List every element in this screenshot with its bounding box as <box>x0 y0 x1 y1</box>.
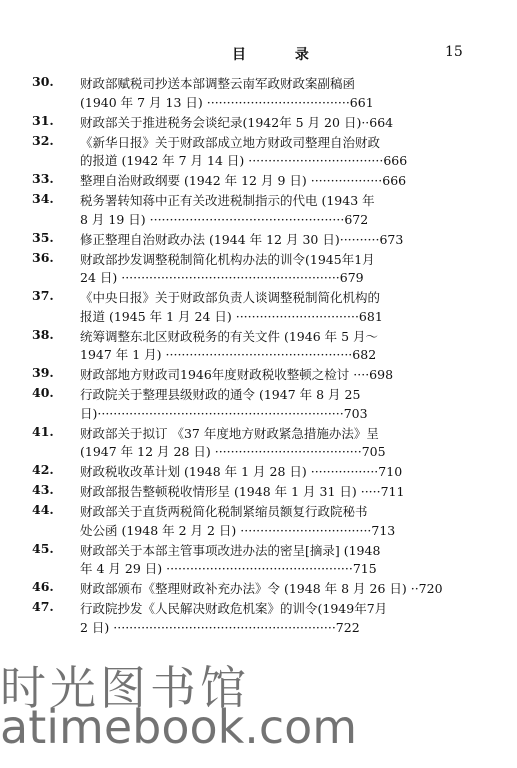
toc-entry-line: 年 4 月 29 日) ···············································715 <box>80 561 377 576</box>
toc-entry-line: 统筹调整东北区财政税务的有关文件 (1946 年 5 月～ <box>80 328 379 344</box>
toc-entry-number: 39. <box>32 365 54 380</box>
toc-entry-number: 38. <box>32 326 54 342</box>
toc-entry-number: 45. <box>32 540 54 556</box>
toc-entry-line: 行政院抄发《人民解决财政危机案》的训令(1949年7月 <box>80 601 388 616</box>
toc-entry-number: 31. <box>32 112 54 128</box>
toc-entry-line: 财政部关于本部主管事项改进办法的密呈[摘录] (1948 <box>80 542 381 558</box>
toc-entry-number: 37. <box>32 288 54 303</box>
toc-entry-line: 行政院关于整理县级财政的通令 (1947 年 8 月 25 <box>80 387 361 402</box>
toc-entry-line: 财政部关于推进税务会谈纪录(1942年 5 月 20 日)··664 <box>80 114 394 130</box>
toc-entry-line: 财政部抄发调整税制简化机构办法的训令(1945年1月 <box>80 251 375 267</box>
toc-entry-number: 46. <box>32 579 54 594</box>
toc-entry-line: 财政部关于直货两税简化税制紧缩员额复行政院秘书 <box>80 504 368 519</box>
toc-entry-line: 财政部关于拟订 《37 年度地方财政紧急措施办法》呈 <box>80 425 379 441</box>
page-number: 15 <box>445 44 463 60</box>
toc-entry-line: 财政部报告整顿税收情形呈 (1948 年 1 月 31 日) ·····711 <box>80 484 405 499</box>
toc-entry-number: 43. <box>32 482 54 497</box>
toc-entry-line: 整理自治财政纲要 (1942 年 12 月 9 日) ··················666 <box>80 173 407 188</box>
toc-entry-line: 财政部地方财政司1946年度财政税收整顿之检讨 ····698 <box>80 367 394 382</box>
watermark-text-en: atimebook.com <box>0 700 358 754</box>
toc-entry-number: 40. <box>32 385 54 400</box>
toc-entry-line: 修正整理自治财政办法 (1944 年 12 月 30 日)··········673 <box>80 231 404 247</box>
toc-entry-line: 1947 年 1 月) ···············································682 <box>80 347 377 362</box>
toc-entry-line: (1940 年 7 月 13 日) ····································661 <box>80 94 374 110</box>
toc-entry-line: 财政部颁布《整理财政补充办法》令 (1948 年 8 月 26 日) ··720 <box>80 581 443 596</box>
toc-entry-line: 财政部赋税司抄送本部调整云南军政财政案副稿函 <box>80 76 356 91</box>
toc-entry-number: 41. <box>32 423 54 439</box>
toc-entry-line: 的报道 (1942 年 7 月 14 日) ··································666 <box>80 153 408 168</box>
toc-entry-line: 处公函 (1948 年 2 月 2 日) ·································713 <box>80 522 396 538</box>
toc-entry-number: 32. <box>32 132 54 148</box>
page-header <box>0 0 517 66</box>
toc-entry-line: 8 月 19 日) ·················································672 <box>80 211 369 227</box>
toc-entry-line: 财政税收改革计划 (1948 年 1 月 28 日) ·················710 <box>80 464 403 479</box>
toc-entry-line: 《中央日报》关于财政部负责人谈调整税制简化机构的 <box>80 290 381 305</box>
toc-entry-number: 44. <box>32 502 54 517</box>
toc-entry-number: 42. <box>32 462 54 477</box>
toc-entry-number: 47. <box>32 599 54 614</box>
toc-entry-line: 24 日) ·······················································679 <box>80 270 364 285</box>
toc-entry-number: 36. <box>32 249 54 265</box>
toc-entry-number: 33. <box>32 171 54 186</box>
toc-entry-line: 2 日) ························································722 <box>80 619 360 635</box>
toc-entry-line: 报道 (1945 年 1 月 24 日) ·······························681 <box>80 308 383 324</box>
toc-entry-line: 税务署转知蒋中正有关改进税制指示的代电 (1943 年 <box>80 193 375 208</box>
watermark-text-cn: 时光图书馆 <box>0 661 250 715</box>
toc-entry-line: 日)······························································703 <box>80 405 368 421</box>
toc-entry-number: 34. <box>32 191 54 206</box>
toc-entry-line: 《新华日报》关于财政部成立地方财政司整理自治财政 <box>80 134 381 150</box>
toc-entry-line: (1947 年 12 月 28 日) ·····································705 <box>80 444 386 459</box>
toc-entry-number: 30. <box>32 74 54 89</box>
toc-entry-number: 35. <box>32 229 54 245</box>
page-title: 目 录 <box>232 47 331 63</box>
